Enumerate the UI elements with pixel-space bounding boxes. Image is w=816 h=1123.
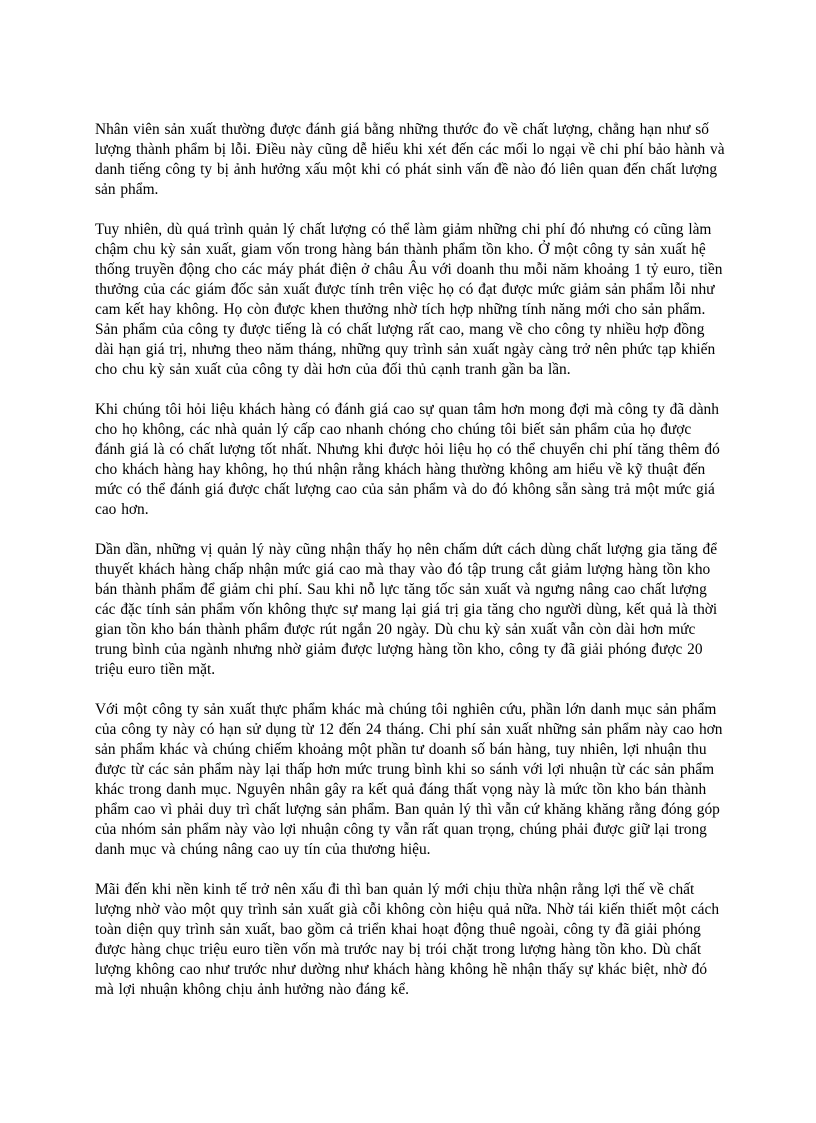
paragraph-3: Khi chúng tôi hỏi liệu khách hàng có đánh giá cao sự quan tâm hơn mong đợi mà công ty đã dành cho họ không, các nhà quản lý cấp cao nhanh chóng cho chúng tôi biết sản phẩm của họ được đánh giá là có chất lượng tốt nhất. Nhưng khi được hỏi liệu họ có thể chuyển chi phí tăng thêm đó cho khách hàng hay không, họ thú nhận rằng khách hàng thường không am hiểu về kỹ thuật đến mức có thể đánh giá được chất lượng cao của sản phẩm và do đó không sẵn sàng trả một mức giá cao hơn.	[95, 401, 720, 518]
paragraph-1: Nhân viên sản xuất thường được đánh giá bằng những thước đo về chất lượng, chẳng hạn như số lượng thành phẩm bị lỗi. Điều này cũng dễ hiểu khi xét đến các mối lo ngại về chi phí bảo hành và danh tiếng công ty bị ảnh hưởng xấu một khi có phát sinh vấn đề nào đó liên quan đến chất lượng sản phẩm.	[95, 121, 725, 198]
document-body	[95, 120, 725, 1020]
paragraph-5: Với một công ty sản xuất thực phẩm khác mà chúng tôi nghiên cứu, phần lớn danh mục sản phẩm của công ty này có hạn sử dụng từ 12 đến 24 tháng. Chi phí sản xuất những sản phẩm này cao hơn sản phẩm khác và chúng chiếm khoảng một phần tư doanh số bán hàng, tuy nhiên, lợi nhuận thu được từ các sản phẩm này lại thấp hơn mức trung bình khi so sánh với lợi nhuận từ các sản phẩm khác trong danh mục. Nguyên nhân gây ra kết quả đáng thất vọng này là mức tồn kho bán thành phẩm cao vì phải duy trì chất lượng sản phẩm. Ban quản lý thì vẫn cứ khăng khăng rằng đóng góp của nhóm sản phẩm này vào lợi nhuận công ty vẫn rất quan trọng, chúng phải được giữ lại trong danh mục và chúng nâng cao uy tín của thương hiệu.	[95, 701, 723, 858]
paragraph-4: Dần dần, những vị quản lý này cũng nhận thấy họ nên chấm dứt cách dùng chất lượng gia tăng để thuyết khách hàng chấp nhận mức giá cao mà thay vào đó tập trung cắt giảm lượng hàng tồn kho bán thành phẩm để giảm chi phí. Sau khi nỗ lực tăng tốc sản xuất và ngưng nâng cao chất lượng các đặc tính sản phẩm vốn không thực sự mang lại giá trị gia tăng cho người dùng, kết quả là thời gian tồn kho bán thành phẩm được rút ngắn 20 ngày. Dù chu kỳ sản xuất vẫn còn dài hơn mức trung bình của ngành nhưng nhờ giảm được lượng hàng tồn kho, công ty đã giải phóng được 20 triệu euro tiền mặt.	[95, 541, 718, 678]
paragraph-2: Tuy nhiên, dù quá trình quản lý chất lượng có thể làm giảm những chi phí đó nhưng có cũng làm chậm chu kỳ sản xuất, giam vốn trong hàng bán thành phẩm tồn kho. Ở một công ty sản xuất hệ thống truyền động cho các máy phát điện ở châu Âu với doanh thu mỗi năm khoảng 1 tỷ euro, tiền thưởng của các giám đốc sản xuất được tính trên việc họ có đạt được mức giảm sản phẩm lỗi như cam kết hay không. Họ còn được khen thưởng nhờ tích hợp những tính năng mới cho sản phẩm. Sản phẩm của công ty được tiếng là có chất lượng rất cao, mang về cho công ty nhiều hợp đồng dài hạn giá trị, nhưng theo năm tháng, những quy trình sản xuất ngày càng trở nên phức tạp khiến cho chu kỳ sản xuất của công ty dài hơn của đối thủ cạnh tranh gần ba lần.	[95, 221, 723, 378]
paragraph-6: Mãi đến khi nền kinh tế trở nên xấu đi thì ban quản lý mới chịu thừa nhận rằng lợi thế về chất lượng nhờ vào một quy trình sản xuất già cỗi không còn hiệu quả nữa. Nhờ tái kiến thiết một cách toàn diện quy trình sản xuất, bao gồm cả triển khai hoạt động thuê ngoài, công ty đã giải phóng được hàng chục triệu euro tiền vốn mà trước nay bị trói chặt trong lượng hàng tồn kho. Dù chất lượng không cao như trước như dường như khách hàng không hề nhận thấy sự khác biệt, nhờ đó mà lợi nhuận không chịu ảnh hưởng nào đáng kể.	[95, 881, 720, 998]
